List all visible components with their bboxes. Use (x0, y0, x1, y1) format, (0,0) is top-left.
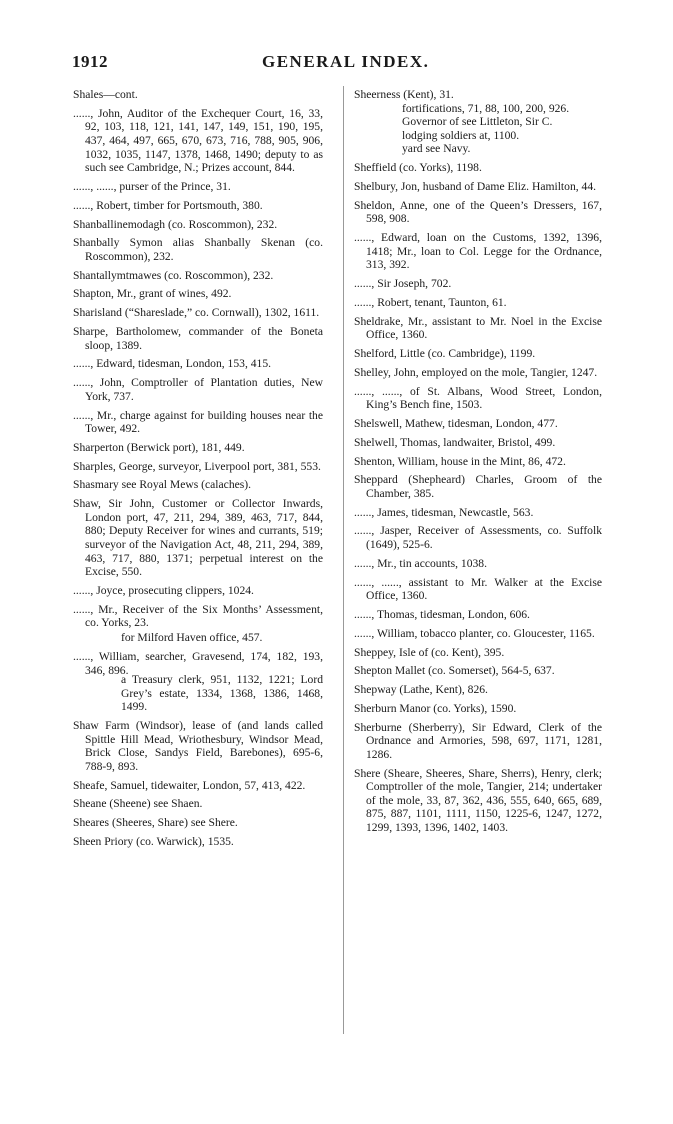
index-entry: Shelford, Little (co. Cambridge), 1199. (354, 347, 536, 360)
index-entry: Shepton Mallet (co. Somerset), 564-5, 637. (354, 664, 555, 678)
index-entry: Shanballinemodagh (co. Roscommon), 232. (73, 217, 278, 231)
index-entry: ......, Robert, timber for Portsmouth, 380. (73, 198, 263, 212)
index-entry: Sheldrake, Mr., assistant to Mr. Noel in the Excise Office, 1360. (354, 314, 602, 342)
index-entry: ......, James, tidesman, Newcastle, 563. (354, 505, 534, 519)
index-entry: Shaw, Sir John, Customer or Collector Inwards, London port, 47, 211, 294, 389, 463, 717, 844, 880; Deputy Receiver for wines and currants, 519; surveyor of the Navigation Act, 48, 211, 294, 389, 463, 717, 880, 1371; perpetual interest on the Excise, 550. (73, 497, 323, 579)
index-entry: Sharisland (“Shareslade,” co. Cornwall), 1302, 1611. (73, 306, 320, 320)
index-entry: Sheffield (co. Yorks), 1198. (354, 161, 482, 175)
index-subentry: fortifications, 71, 88, 100, 200, 926. (402, 101, 570, 115)
index-entry: Shelbury, Jon, husband of Dame Eliz. Hamilton, 44. (354, 179, 597, 193)
index-entry: Shepway (Lathe, Kent), 826. (354, 683, 488, 697)
index-entry: Shantallymtmawes (co. Roscommon), 232. (73, 268, 274, 282)
index-entry: Sheares (Sheeres, Share) see Shere. (73, 816, 238, 830)
right-column (354, 88, 602, 840)
index-entry: Sheppard (Shepheard) Charles, Groom of the Chamber, 385. (354, 473, 602, 500)
index-entry: Shapton, Mr., grant of wines, 492. (73, 287, 232, 301)
running-title: GENERAL INDEX. (262, 52, 430, 71)
index-entry: Shere (Sheare, Sheeres, Share, Sherrs), Henry, clerk; Comptroller of the mole, Tangier, 214; undertaker of the mole, 33, 87, 362, 436, 555, 640, 665, 689, 875, 887, 1101, 1111, 1150, 1225-6, 1247, 1272, 1299, 1393, 1396, 1402, 1403. (354, 766, 602, 834)
index-entry: Shaw Farm (Windsor), lease of (and lands called Spittle Hill Mead, Wriothesbury, Windsor Mead, Brick Close, Sandys Field, Barebones), 695-6, 788-9, 893. (73, 719, 323, 773)
index-entry: ......, Mr., charge against for building houses near the Tower, 492. (73, 408, 323, 436)
index-entry: Shelwell, Thomas, landwaiter, Bristol, 499. (354, 435, 556, 449)
index-entry: Sheerness (Kent), 31. (354, 88, 454, 101)
index-entry: ......, Thomas, tidesman, London, 606. (354, 607, 530, 621)
index-entry: ......, Mr., tin accounts, 1038. (354, 556, 487, 570)
index-entry: Sheen Priory (co. Warwick), 1535. (73, 835, 234, 848)
index-entry: ......, William, tobacco planter, co. Gloucester, 1165. (354, 626, 595, 640)
index-entry: ......, Mr., Receiver of the Six Months’ Assessment, co. Yorks, 23. (73, 602, 323, 630)
index-entry: Sheldon, Anne, one of the Queen’s Dressers, 167, 598, 908. (354, 198, 602, 226)
index-entry: Shales—cont. (73, 88, 138, 101)
index-entry: ......, Joyce, prosecuting clippers, 1024. (73, 584, 254, 597)
index-subentry: Governor of see Littleton, Sir C. (402, 115, 553, 129)
index-entry: Shenton, William, house in the Mint, 86, 472. (354, 454, 566, 468)
index-entry: Shasmary see Royal Mews (calaches). (73, 478, 252, 492)
index-subentry: lodging soldiers at, 1100. (402, 128, 520, 142)
index-subentry: a Treasury clerk, 951, 1132, 1221; Lord Grey’s estate, 1334, 1368, 1386, 1468, 1499. (121, 673, 323, 714)
index-entry: Sharples, George, surveyor, Liverpool port, 381, 553. (73, 459, 321, 473)
page-number: 1912 (72, 52, 108, 71)
index-entry: ......, John, Comptroller of Plantation duties, New York, 737. (73, 376, 323, 403)
left-column (73, 88, 323, 854)
page-header (72, 52, 612, 72)
index-entry: ......, John, Auditor of the Exchequer Court, 16, 33, 92, 103, 118, 121, 141, 147, 149, 151, 190, 195, 437, 464, 497, 665, 670, 673, 716, 788, 905, 906, 1032, 1035, 1147, 1378, 1468, 1490; deputy to as such see Cambridge, N.; Prizes account, 844. (73, 106, 323, 175)
index-entry: Sheppey, Isle of (co. Kent), 395. (354, 645, 505, 659)
index-entry: Shelswell, Mathew, tidesman, London, 477. (354, 416, 558, 430)
index-entry: ......, ......, assistant to Mr. Walker at the Excise Office, 1360. (354, 575, 602, 603)
index-entry: Shanbally Symon alias Shanbally Skenan (co. Roscommon), 232. (73, 236, 323, 263)
index-subentry: for Milford Haven office, 457. (121, 631, 263, 645)
index-entry: Sharperton (Berwick port), 181, 449. (73, 440, 245, 454)
index-entry: Sharpe, Bartholomew, commander of the Boneta sloop, 1389. (73, 325, 323, 352)
index-entry: ......, ......, purser of the Prince, 31. (73, 179, 231, 193)
index-entry: ......, ......, of St. Albans, Wood Street, London, King’s Bench fine, 1503. (354, 384, 602, 412)
index-entry: Sherburn Manor (co. Yorks), 1590. (354, 701, 517, 715)
index-entry: ......, Sir Joseph, 702. (354, 277, 452, 291)
index-entry: Sherburne (Sherberry), Sir Edward, Clerk of the Ordnance and Armories, 598, 697, 1171, 1281, 1286. (354, 720, 602, 761)
index-entry: ......, Robert, tenant, Taunton, 61. (354, 295, 507, 309)
column-divider (343, 86, 344, 1034)
index-entry: Shelley, John, employed on the mole, Tangier, 1247. (354, 365, 598, 379)
index-entry: ......, William, searcher, Gravesend, 174, 182, 193, 346, 896. (73, 649, 323, 677)
index-entry: ......, Edward, tidesman, London, 153, 415. (73, 357, 272, 371)
index-entry: ......, Edward, loan on the Customs, 1392, 1396, 1418; Mr., loan to Col. Legge for the Ordnance, 313, 392. (354, 231, 602, 272)
index-entry: Sheane (Sheene) see Shaen. (73, 797, 203, 811)
index-entry: Sheafe, Samuel, tidewaiter, London, 57, 413, 422. (73, 778, 306, 792)
index-subentry: yard see Navy. (402, 142, 471, 156)
index-entry: ......, Jasper, Receiver of Assessments, co. Suffolk (1649), 525-6. (354, 524, 602, 552)
